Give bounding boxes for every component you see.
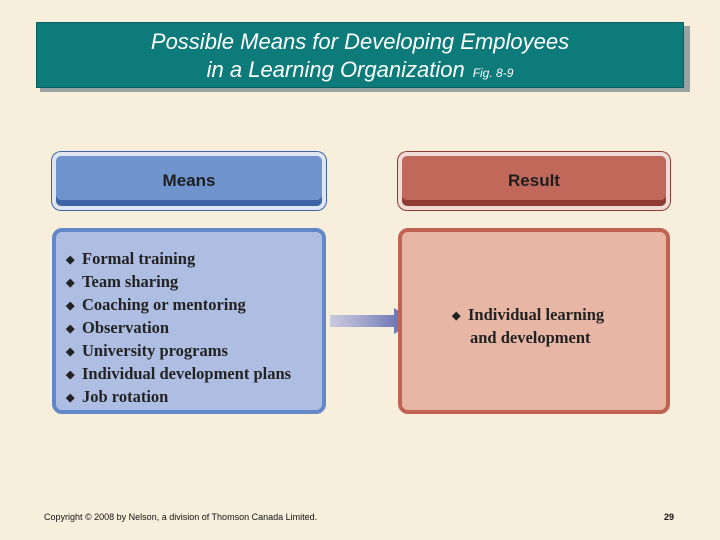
means-item-label: University programs: [82, 341, 228, 360]
diamond-bullet-icon: ◆: [66, 300, 75, 312]
figure-label: Fig. 8-9: [472, 66, 514, 80]
diamond-bullet-icon: ◆: [66, 323, 75, 335]
means-item: [66, 248, 291, 271]
page-number: 29: [664, 512, 675, 522]
means-item: [66, 271, 291, 294]
means-list: [66, 248, 291, 409]
diamond-bullet-icon: ◆: [452, 310, 461, 322]
means-item: [66, 340, 291, 363]
result-text: [452, 304, 604, 349]
means-header-label: Means: [162, 171, 216, 190]
diamond-bullet-icon: ◆: [66, 277, 75, 289]
means-list-box: [52, 228, 326, 414]
diamond-bullet-icon: ◆: [66, 346, 75, 358]
means-item-label: Team sharing: [82, 272, 179, 291]
result-header-label: Result: [508, 171, 560, 190]
means-item: [66, 386, 291, 409]
result-header: [398, 152, 670, 210]
result-line2: and development: [470, 328, 591, 347]
title-banner: [36, 22, 684, 88]
slide-title-line2: [37, 57, 683, 83]
means-item-label: Job rotation: [82, 387, 169, 406]
copyright-footer: Copyright © 2008 by Nelson, a division of Thomson Canada Limited.: [44, 512, 318, 522]
means-item: [66, 317, 291, 340]
means-item-label: Individual development plans: [82, 364, 292, 383]
result-box: [398, 228, 670, 414]
means-item: [66, 294, 291, 317]
slide-title-line2-text: in a Learning Organization: [206, 57, 465, 82]
means-header: [52, 152, 326, 210]
means-item: [66, 363, 291, 386]
diamond-bullet-icon: ◆: [66, 254, 75, 266]
means-item-label: Formal training: [82, 249, 196, 268]
slide-title-line1: Possible Means for Developing Employees: [150, 29, 570, 54]
means-item-label: Observation: [82, 318, 170, 337]
diamond-bullet-icon: ◆: [66, 369, 75, 381]
diamond-bullet-icon: ◆: [66, 392, 75, 404]
result-line1: Individual learning: [468, 305, 605, 324]
means-item-label: Coaching or mentoring: [82, 295, 246, 314]
